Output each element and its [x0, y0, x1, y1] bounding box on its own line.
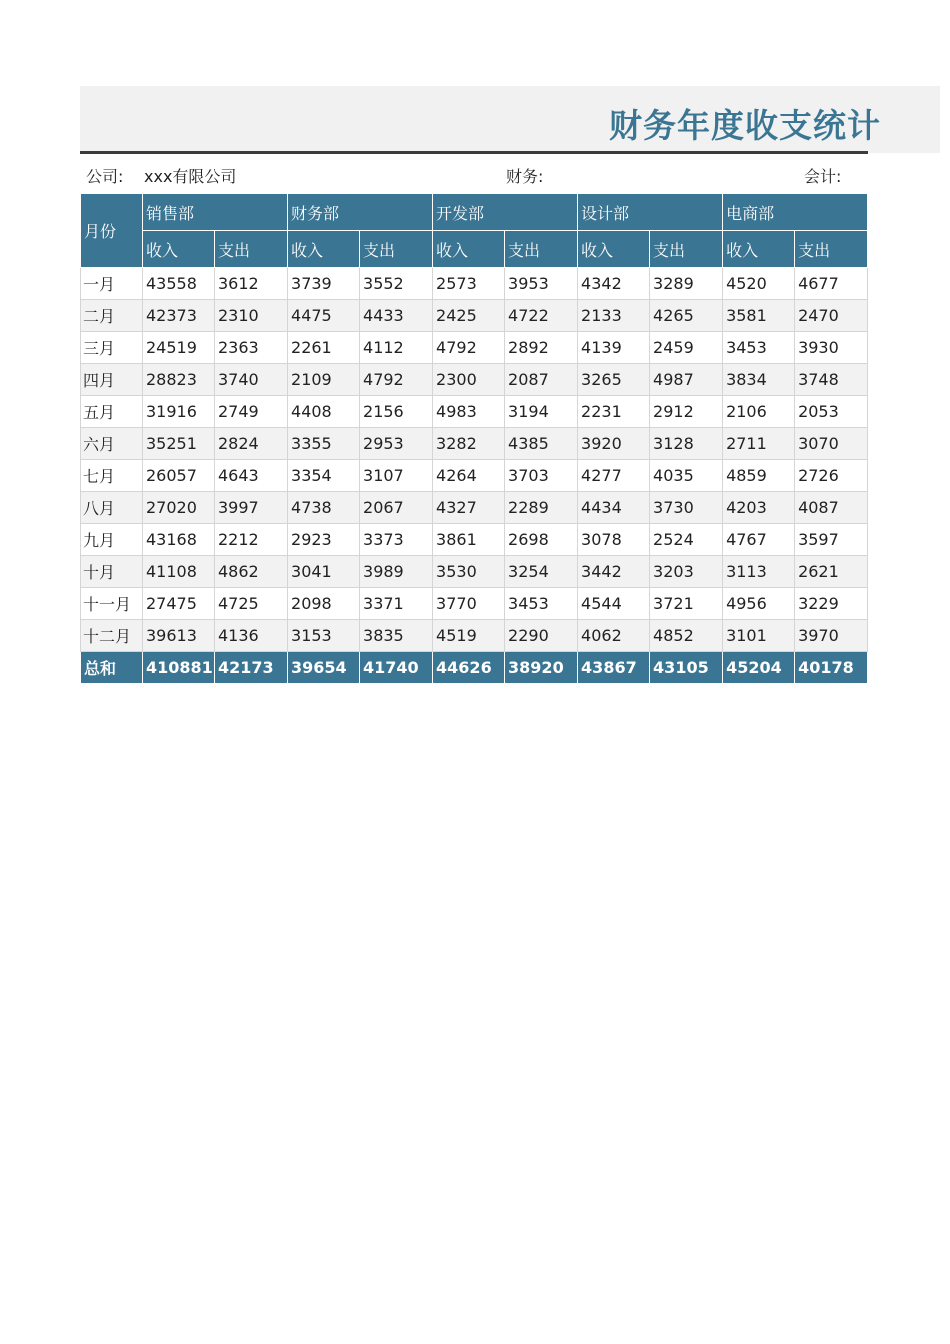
income-cell: 3101 [723, 620, 795, 652]
expense-cell: 3194 [505, 396, 578, 428]
expense-cell: 2290 [505, 620, 578, 652]
income-cell: 4859 [723, 460, 795, 492]
expense-cell: 4385 [505, 428, 578, 460]
income-cell: 4956 [723, 588, 795, 620]
income-header: 收入 [578, 231, 650, 268]
company-value: xxx有限公司 [144, 167, 237, 186]
expense-cell: 3552 [360, 268, 433, 300]
dept-header-dev: 开发部 [433, 194, 578, 231]
income-cell: 3530 [433, 556, 505, 588]
page-title: 财务年度收支统计 [609, 106, 881, 145]
expense-cell: 3740 [215, 364, 288, 396]
table-row [81, 620, 868, 652]
expense-cell: 4136 [215, 620, 288, 652]
expense-cell: 2470 [795, 300, 868, 332]
expense-cell: 3835 [360, 620, 433, 652]
expense-cell: 4677 [795, 268, 868, 300]
dept-header-finance: 财务部 [288, 194, 433, 231]
expense-cell: 3989 [360, 556, 433, 588]
total-expense-cell: 41740 [360, 652, 433, 684]
expense-cell: 4265 [650, 300, 723, 332]
expense-cell: 3107 [360, 460, 433, 492]
total-row [81, 652, 868, 684]
income-cell: 2109 [288, 364, 360, 396]
income-cell: 4544 [578, 588, 650, 620]
expense-cell: 3371 [360, 588, 433, 620]
expense-cell: 2363 [215, 332, 288, 364]
income-cell: 4408 [288, 396, 360, 428]
expense-cell: 4112 [360, 332, 433, 364]
income-cell: 3453 [723, 332, 795, 364]
expense-cell: 3289 [650, 268, 723, 300]
income-cell: 42373 [143, 300, 215, 332]
expense-cell: 2087 [505, 364, 578, 396]
table-row [81, 588, 868, 620]
accountant-label: 会计: [804, 167, 842, 186]
expense-cell: 4852 [650, 620, 723, 652]
month-cell: 十月 [81, 556, 143, 588]
expense-cell: 2310 [215, 300, 288, 332]
total-income-cell: 45204 [723, 652, 795, 684]
income-cell: 24519 [143, 332, 215, 364]
expense-header: 支出 [650, 231, 723, 268]
finance-label: 财务: [506, 167, 544, 186]
income-cell: 2098 [288, 588, 360, 620]
expense-cell: 3254 [505, 556, 578, 588]
month-cell: 九月 [81, 524, 143, 556]
table-row [81, 460, 868, 492]
income-cell: 2133 [578, 300, 650, 332]
income-cell: 3153 [288, 620, 360, 652]
income-cell: 3354 [288, 460, 360, 492]
income-cell: 4203 [723, 492, 795, 524]
expense-cell: 4035 [650, 460, 723, 492]
expense-cell: 2289 [505, 492, 578, 524]
expense-cell: 2524 [650, 524, 723, 556]
table-row [81, 268, 868, 300]
expense-cell: 3612 [215, 268, 288, 300]
table-row [81, 396, 868, 428]
month-cell: 四月 [81, 364, 143, 396]
table-row [81, 428, 868, 460]
expense-cell: 2912 [650, 396, 723, 428]
income-cell: 4983 [433, 396, 505, 428]
income-cell: 43168 [143, 524, 215, 556]
expense-cell: 2053 [795, 396, 868, 428]
expense-cell: 4792 [360, 364, 433, 396]
income-cell: 4738 [288, 492, 360, 524]
income-cell: 2261 [288, 332, 360, 364]
total-income-cell: 410881 [143, 652, 215, 684]
income-cell: 3265 [578, 364, 650, 396]
expense-cell: 2067 [360, 492, 433, 524]
expense-cell: 4862 [215, 556, 288, 588]
table-row [81, 300, 868, 332]
expense-cell: 2212 [215, 524, 288, 556]
income-cell: 3834 [723, 364, 795, 396]
expense-cell: 3997 [215, 492, 288, 524]
income-cell: 4264 [433, 460, 505, 492]
expense-cell: 2621 [795, 556, 868, 588]
expense-cell: 3128 [650, 428, 723, 460]
income-cell: 27475 [143, 588, 215, 620]
total-label: 总和 [81, 652, 143, 684]
income-cell: 3113 [723, 556, 795, 588]
income-cell: 4342 [578, 268, 650, 300]
month-cell: 六月 [81, 428, 143, 460]
total-income-cell: 44626 [433, 652, 505, 684]
title-bar [80, 86, 940, 153]
income-cell: 3078 [578, 524, 650, 556]
income-cell: 28823 [143, 364, 215, 396]
expense-cell: 3703 [505, 460, 578, 492]
income-cell: 4520 [723, 268, 795, 300]
expense-cell: 4087 [795, 492, 868, 524]
expense-cell: 3070 [795, 428, 868, 460]
total-expense-cell: 38920 [505, 652, 578, 684]
month-header: 月份 [81, 194, 143, 268]
income-cell: 3442 [578, 556, 650, 588]
income-cell: 2923 [288, 524, 360, 556]
table-row [81, 364, 868, 396]
income-cell: 3282 [433, 428, 505, 460]
expense-cell: 3730 [650, 492, 723, 524]
income-cell: 4062 [578, 620, 650, 652]
income-cell: 2425 [433, 300, 505, 332]
total-income-cell: 39654 [288, 652, 360, 684]
expense-cell: 2749 [215, 396, 288, 428]
income-cell: 43558 [143, 268, 215, 300]
expense-cell: 2726 [795, 460, 868, 492]
finance-table [80, 193, 868, 684]
expense-cell: 3930 [795, 332, 868, 364]
expense-cell: 2698 [505, 524, 578, 556]
expense-cell: 3970 [795, 620, 868, 652]
expense-cell: 2459 [650, 332, 723, 364]
dept-header-design: 设计部 [578, 194, 723, 231]
income-cell: 4767 [723, 524, 795, 556]
expense-cell: 4722 [505, 300, 578, 332]
month-cell: 三月 [81, 332, 143, 364]
expense-header: 支出 [505, 231, 578, 268]
expense-cell: 3597 [795, 524, 868, 556]
income-cell: 4475 [288, 300, 360, 332]
income-cell: 3581 [723, 300, 795, 332]
income-cell: 4519 [433, 620, 505, 652]
expense-cell: 3229 [795, 588, 868, 620]
expense-cell: 4643 [215, 460, 288, 492]
table-row [81, 332, 868, 364]
income-cell: 2300 [433, 364, 505, 396]
month-cell: 十二月 [81, 620, 143, 652]
expense-cell: 2156 [360, 396, 433, 428]
month-cell: 二月 [81, 300, 143, 332]
expense-cell: 3373 [360, 524, 433, 556]
expense-cell: 3953 [505, 268, 578, 300]
company-label: 公司: [86, 167, 124, 186]
expense-cell: 3748 [795, 364, 868, 396]
expense-cell: 2892 [505, 332, 578, 364]
expense-header: 支出 [215, 231, 288, 268]
income-cell: 4277 [578, 460, 650, 492]
income-cell: 4792 [433, 332, 505, 364]
dept-header-sales: 销售部 [143, 194, 288, 231]
income-cell: 3739 [288, 268, 360, 300]
table-body [81, 268, 868, 652]
month-cell: 五月 [81, 396, 143, 428]
expense-cell: 4433 [360, 300, 433, 332]
expense-header: 支出 [795, 231, 868, 268]
income-cell: 2573 [433, 268, 505, 300]
total-income-cell: 43867 [578, 652, 650, 684]
income-cell: 3920 [578, 428, 650, 460]
income-cell: 3770 [433, 588, 505, 620]
total-expense-cell: 40178 [795, 652, 868, 684]
total-expense-cell: 43105 [650, 652, 723, 684]
total-expense-cell: 42173 [215, 652, 288, 684]
income-cell: 4327 [433, 492, 505, 524]
income-cell: 4434 [578, 492, 650, 524]
income-cell: 41108 [143, 556, 215, 588]
income-cell: 26057 [143, 460, 215, 492]
income-cell: 2106 [723, 396, 795, 428]
income-cell: 39613 [143, 620, 215, 652]
expense-cell: 4987 [650, 364, 723, 396]
month-cell: 十一月 [81, 588, 143, 620]
month-cell: 一月 [81, 268, 143, 300]
month-cell: 八月 [81, 492, 143, 524]
expense-cell: 4725 [215, 588, 288, 620]
income-cell: 3355 [288, 428, 360, 460]
income-cell: 2711 [723, 428, 795, 460]
expense-cell: 2824 [215, 428, 288, 460]
income-cell: 3861 [433, 524, 505, 556]
expense-header: 支出 [360, 231, 433, 268]
expense-cell: 3453 [505, 588, 578, 620]
income-header: 收入 [288, 231, 360, 268]
income-cell: 4139 [578, 332, 650, 364]
income-cell: 27020 [143, 492, 215, 524]
dept-header-ecommerce: 电商部 [723, 194, 868, 231]
table-row [81, 524, 868, 556]
table-row [81, 556, 868, 588]
income-header: 收入 [723, 231, 795, 268]
income-cell: 2231 [578, 396, 650, 428]
meta-row [80, 154, 868, 192]
income-header: 收入 [433, 231, 505, 268]
income-cell: 35251 [143, 428, 215, 460]
month-cell: 七月 [81, 460, 143, 492]
income-header: 收入 [143, 231, 215, 268]
expense-cell: 3721 [650, 588, 723, 620]
table-row [81, 492, 868, 524]
income-cell: 3041 [288, 556, 360, 588]
expense-cell: 2953 [360, 428, 433, 460]
expense-cell: 3203 [650, 556, 723, 588]
income-cell: 31916 [143, 396, 215, 428]
